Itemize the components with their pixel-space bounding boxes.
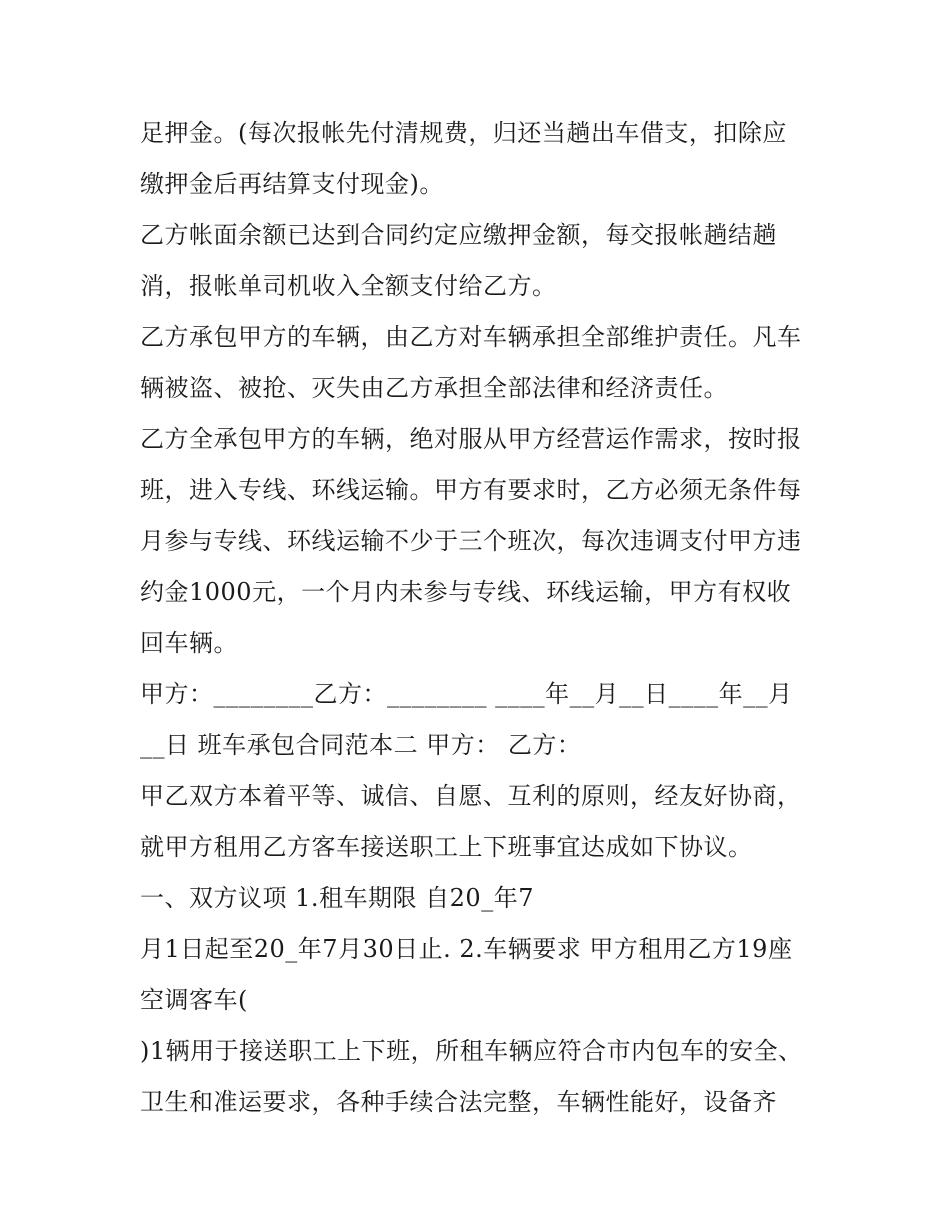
text-line: 一、双方议项 1.租车期限 自20_年7 xyxy=(140,884,534,912)
text-line: 乙方全承包甲方的车辆，绝对服从甲方经营运作需求，按时报 xyxy=(140,425,802,453)
text-line: 空调客车( xyxy=(140,986,248,1014)
document-body xyxy=(140,108,820,1128)
text-line: 约金1000元，一个月内未参与专线、环线运输，甲方有权收 xyxy=(140,578,792,606)
text-line: 缴押金后再结算支付现金)。 xyxy=(140,170,444,198)
text-line: 乙方帐面余额已达到合同约定应缴押金额，每交报帐趟结趟 xyxy=(140,221,777,249)
text-line: 班，进入专线、环线运输。甲方有要求时，乙方必须无条件每 xyxy=(140,476,802,504)
text-line: )1辆用于接送职工上下班，所租车辆应符合市内包车的安全、 xyxy=(140,1037,803,1065)
text-line: 辆被盗、被抢、灭失由乙方承担全部法律和经济责任。 xyxy=(140,374,728,402)
text-line: 甲方：________乙方：________ ____年__月__日____年__月 xyxy=(140,680,793,708)
text-line: 月参与专线、环线运输不少于三个班次，每次违调支付甲方违 xyxy=(140,527,802,555)
text-line: 消，报帐单司机收入全额支付给乙方。 xyxy=(140,272,557,300)
text-line: 足押金。(每次报帐先付清规费，归还当趟出车借支，扣除应 xyxy=(140,119,787,147)
text-line: 月1日起至20_年7月30日止. 2.车辆要求 甲方租用乙方19座 xyxy=(140,935,793,963)
text-line: 乙方承包甲方的车辆，由乙方对车辆承担全部维护责任。凡车 xyxy=(140,323,802,351)
text-line: 甲乙双方本着平等、诚信、自愿、互利的原则，经友好协商， xyxy=(140,782,802,810)
text-line: 就甲方租用乙方客车接送职工上下班事宜达成如下协议。 xyxy=(140,833,753,861)
text-line: __日 班车承包合同范本二 甲方： 乙方： xyxy=(140,731,582,759)
text-line: 卫生和准运要求，各种手续合法完整，车辆性能好，设备齐 xyxy=(140,1088,777,1116)
text-line: 回车辆。 xyxy=(140,629,238,657)
